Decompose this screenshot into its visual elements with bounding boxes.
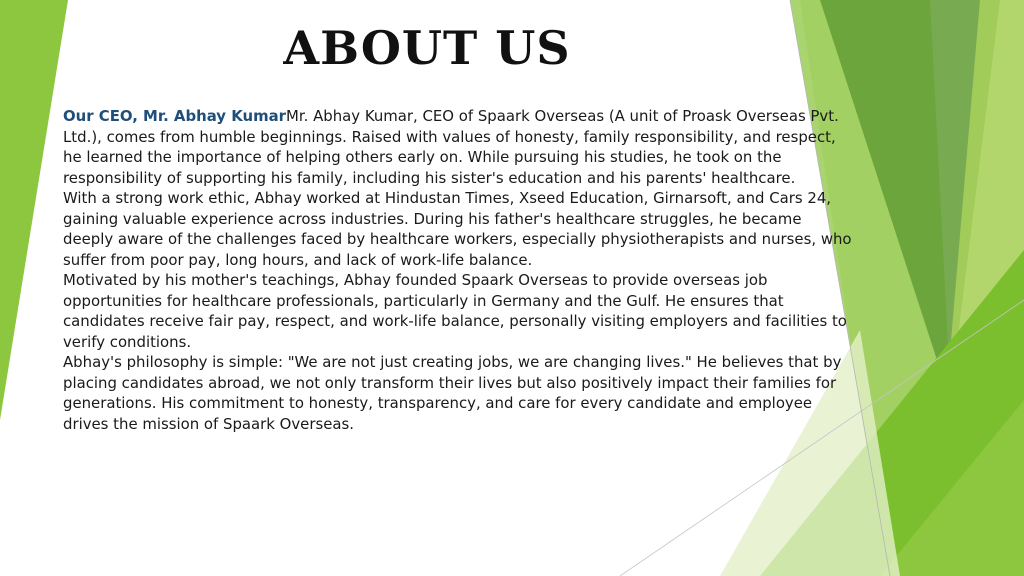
ceo-label: Our CEO, Mr. Abhay Kumar (63, 107, 286, 125)
paragraph-intro (63, 106, 853, 188)
paragraph-1: Mr. Abhay Kumar, CEO of Spaark Overseas (A unit of Proask Overseas Pvt. Ltd.), comes from humble beginnings. Raised with values of honesty, family responsibility, and respect, he learned the importance of helping others early on. While pursuing his studies, he took on the responsibility of supporting his family, including his sister's education and his parents' healthcare. (63, 107, 839, 187)
paragraph-4: Abhay's philosophy is simple: "We are not just creating jobs, we are changing lives." He believes that by placing candidates abroad, we not only transform their lives but also positively impact their families for generations. His commitment to honesty, transparency, and care for every candidate and employee drives the mission of Spaark Overseas. (63, 353, 842, 433)
paragraph-3: Motivated by his mother's teachings, Abhay founded Spaark Overseas to provide overseas job opportunities for healthcare professionals, particularly in Germany and the Gulf. He ensures that candidates receive fair pay, respect, and work-life balance, personally visiting employers and facilities to verify conditions. (63, 271, 847, 351)
about-body (63, 106, 853, 434)
paragraph-2: With a strong work ethic, Abhay worked at Hindustan Times, Xseed Education, Girnarsoft, and Cars 24, gaining valuable experience across industries. During his father's healthcare struggles, he became deeply aware of the challenges faced by healthcare workers, especially physiotherapists and nurses, who suffer from poor pay, long hours, and lack of work-life balance. (63, 189, 852, 269)
page-title: ABOUT US (283, 21, 571, 75)
